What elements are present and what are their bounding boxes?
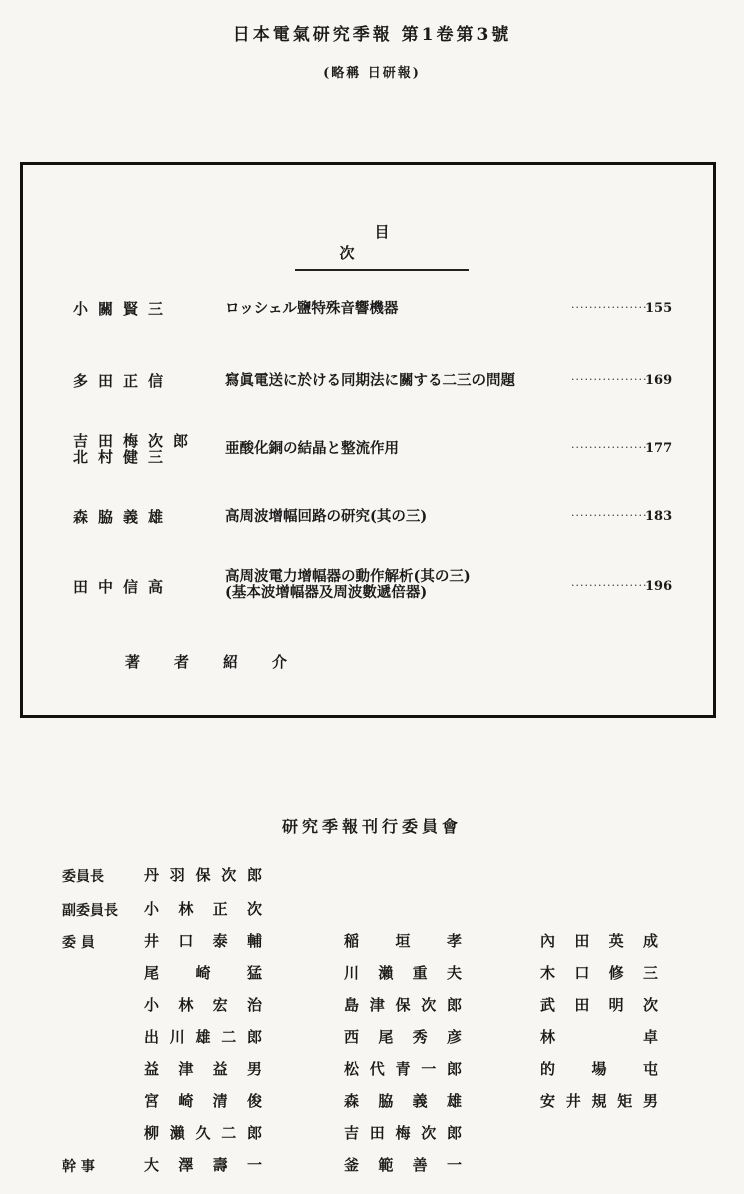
toc-entry xyxy=(23,373,713,413)
member-name: 尾 崎 猛 xyxy=(144,964,262,982)
toc-paper-title: 寫眞電送に於ける同期法に關する二三の問題 xyxy=(225,372,515,389)
toc-heading: 目次 xyxy=(295,221,469,271)
toc-page-number: 196 xyxy=(645,579,673,594)
toc-paper-title: ロッシェル鹽特殊音響機器 xyxy=(225,300,399,317)
member-name: 島 津 保 次 郎 xyxy=(344,996,462,1014)
role-members: 委 員 xyxy=(62,935,95,951)
journal-abbreviation: (略稱 日研報) xyxy=(323,66,421,81)
member-name: 西 尾 秀 彦 xyxy=(344,1028,462,1046)
toc-page-number: 155 xyxy=(645,301,673,316)
toc-author: 吉田梅次郎 北村健三 xyxy=(73,432,199,466)
secretary-name: 釜 範 善 一 xyxy=(344,1156,462,1174)
member-name: 林 卓 xyxy=(540,1028,658,1046)
toc-entry xyxy=(23,509,713,549)
toc-paper-title: 高周波增幅回路の研究(其の三) xyxy=(225,508,428,525)
author-introductions: 著者紹介 xyxy=(125,653,322,671)
toc-paper-title: 亜酸化銅の結晶と整流作用 xyxy=(225,440,399,457)
member-name: 宮 崎 清 俊 xyxy=(144,1092,262,1110)
toc-leader: ·················· xyxy=(571,301,652,314)
journal-title: 日本電氣研究季報 第1卷第3號 xyxy=(232,25,512,45)
committee-title: 研究季報刊行委員會 xyxy=(281,817,462,836)
toc-author: 田中信高 xyxy=(73,578,174,596)
toc-page-number: 169 xyxy=(645,373,673,388)
member-name: 井 口 泰 輔 xyxy=(144,932,262,950)
toc-leader: ·················· xyxy=(571,441,652,454)
member-name: 森 脇 義 雄 xyxy=(344,1092,462,1110)
role-chair: 委員長 xyxy=(62,869,104,885)
toc-leader: ·················· xyxy=(571,579,652,592)
toc-entry xyxy=(23,301,713,341)
member-name: 柳 瀨 久 二 郎 xyxy=(144,1124,262,1142)
member-name: 小 林 宏 治 xyxy=(144,996,262,1014)
toc-entry xyxy=(23,569,713,609)
member-name: 松 代 青 一 郎 xyxy=(344,1060,462,1078)
toc-leader: ·················· xyxy=(571,509,652,522)
toc-leader: ·················· xyxy=(571,373,652,386)
member-name: 武 田 明 次 xyxy=(540,996,658,1014)
toc-author: 森脇義雄 xyxy=(73,508,174,526)
toc-author: 小關賢三 xyxy=(73,300,174,318)
toc-page-number: 183 xyxy=(645,509,673,524)
table-of-contents xyxy=(20,162,716,718)
toc-entry xyxy=(23,433,713,473)
member-name: 木 口 修 三 xyxy=(540,964,658,982)
toc-paper-title: 高周波電力增幅器の動作解析(其の三) (基本波增幅器及周波數遞倍器) xyxy=(225,568,471,601)
toc-author: 多田正信 xyxy=(73,372,174,390)
member-name: 出 川 雄 二 郎 xyxy=(144,1028,262,1046)
member-name: 安 井 規 矩 男 xyxy=(540,1092,658,1110)
member-name: 內 田 英 成 xyxy=(540,932,658,950)
toc-page-number: 177 xyxy=(645,441,673,456)
secretary-name: 大 澤 壽 一 xyxy=(144,1156,262,1174)
vice-chair-name: 小 林 正 次 xyxy=(144,900,262,918)
role-secretary: 幹 事 xyxy=(62,1159,95,1175)
chair-name: 丹 羽 保 次 郎 xyxy=(144,866,262,884)
member-name: 稲 垣 孝 xyxy=(344,932,462,950)
member-name: 川 瀨 重 夫 xyxy=(344,964,462,982)
member-name: 益 津 益 男 xyxy=(144,1060,262,1078)
member-name: 吉 田 梅 次 郎 xyxy=(344,1124,462,1142)
role-vice-chair: 副委員長 xyxy=(62,903,118,919)
member-name: 的 場 屯 xyxy=(540,1060,658,1078)
